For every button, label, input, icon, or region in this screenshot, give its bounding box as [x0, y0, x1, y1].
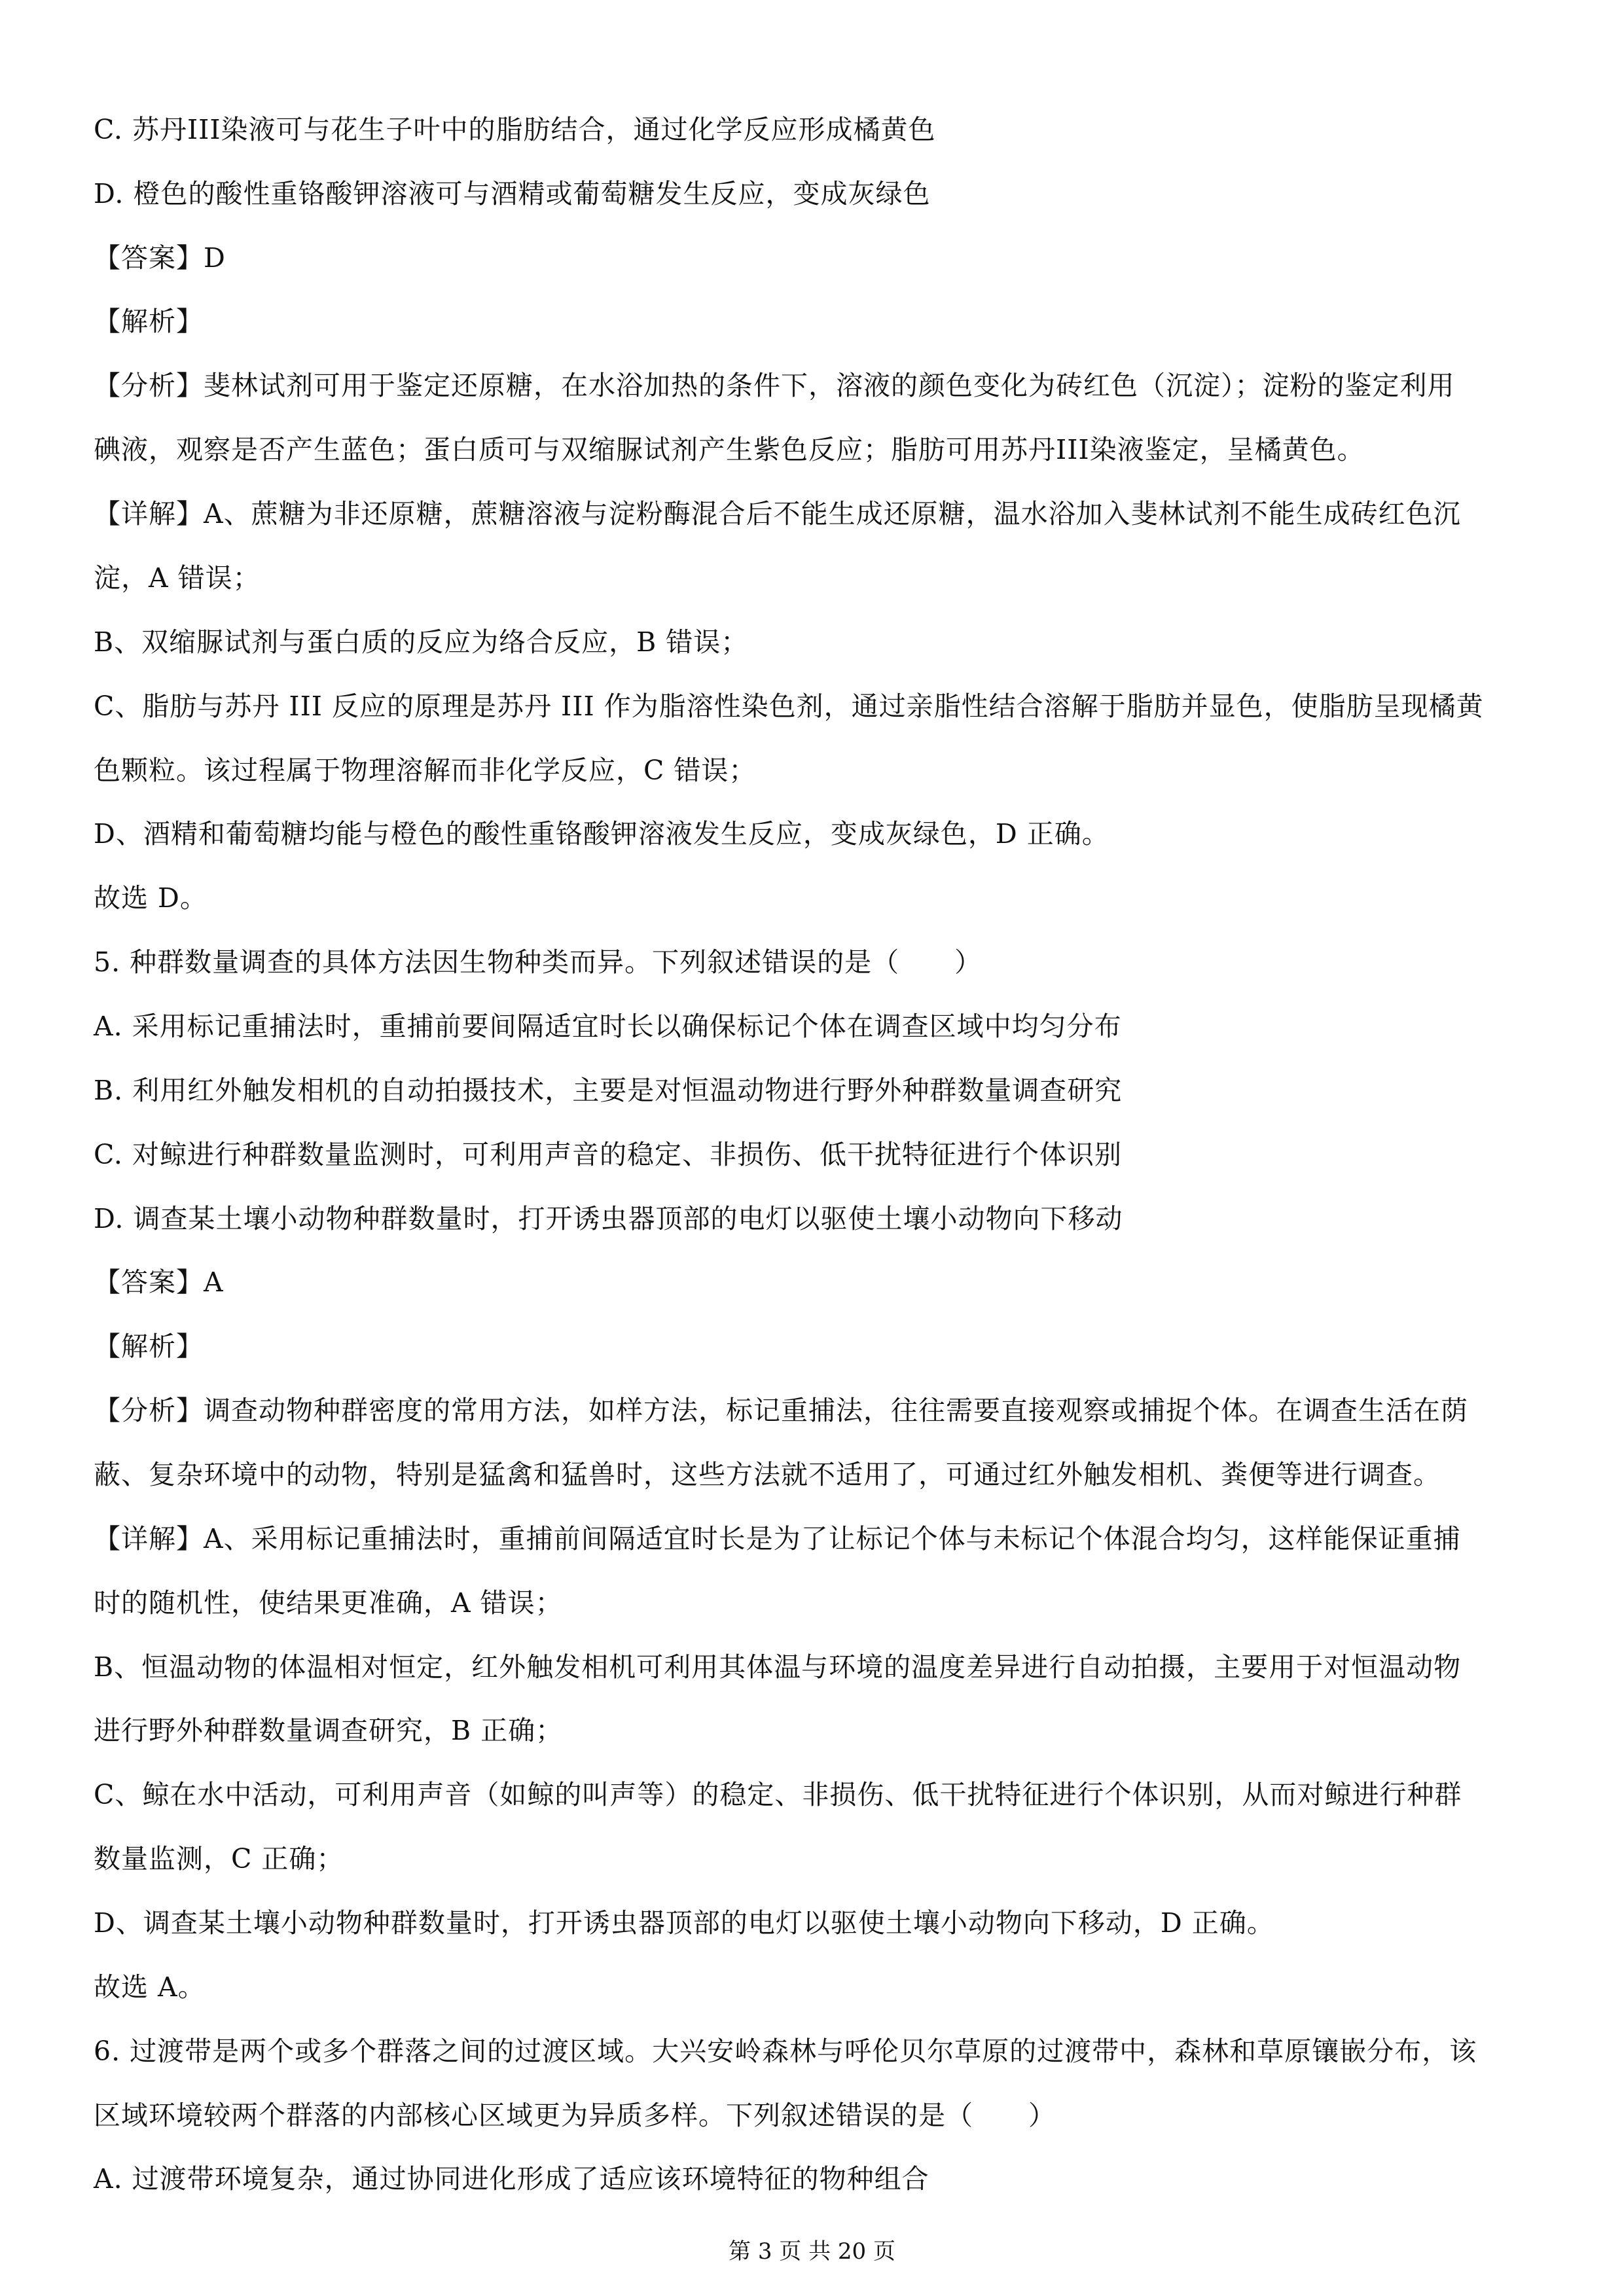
- q5-analysis-line-1: 【分析】调查动物种群密度的常用方法，如样方法，标记重捕法，往往需要直接观察或捕捉个体。在调查生活在荫: [94, 1395, 1468, 1426]
- q4-conclusion: 故选 D。: [94, 882, 208, 914]
- q5-detail-a-line-1: 【详解】A、采用标记重捕法时，重捕前间隔适宜时长是为了让标记个体与未标记个体混合均匀，这样能保证重捕: [94, 1523, 1461, 1554]
- q4-detail-line-1: 【详解】A、蔗糖为非还原糖，蔗糖溶液与淀粉酶混合后不能生成还原糖，温水浴加入斐林试剂不能生成砖红色沉: [94, 498, 1461, 529]
- q5-option-d: D. 调查某土壤小动物种群数量时，打开诱虫器顶部的电灯以驱使土壤小动物向下移动: [94, 1203, 1123, 1234]
- q4-option-c: C. 苏丹III染液可与花生子叶中的脂肪结合，通过化学反应形成橘黄色: [94, 114, 936, 145]
- q4-answer: 【答案】D: [94, 242, 226, 274]
- q4-explanation-heading: 【解析】: [94, 306, 204, 337]
- q5-detail-c-line-2: 数量监测，C 正确；: [94, 1843, 344, 1874]
- q5-answer: 【答案】A: [94, 1266, 224, 1298]
- q5-option-a: A. 采用标记重捕法时，重捕前要间隔适宜时长以确保标记个体在调查区域中均匀分布: [94, 1011, 1122, 1042]
- q4-analysis-line-1: 【分析】斐林试剂可用于鉴定还原糖，在水浴加热的条件下，溶液的颜色变化为砖红色（沉淀）；淀粉的鉴定利用: [94, 370, 1455, 401]
- q5-detail-c-line-1: C、鲸在水中活动，可利用声音（如鲸的叫声等）的稳定、非损伤、低干扰特征进行个体识别，从而对鲸进行种群: [94, 1779, 1462, 1810]
- q6-stem-line-1: 6. 过渡带是两个或多个群落之间的过渡区域。大兴安岭森林与呼伦贝尔草原的过渡带中，森林和草原镶嵌分布，该: [94, 2036, 1477, 2067]
- q5-explanation-heading: 【解析】: [94, 1331, 204, 1362]
- q5-option-b: B. 利用红外触发相机的自动拍摄技术，主要是对恒温动物进行野外种群数量调查研究: [94, 1075, 1123, 1106]
- q5-analysis-line-2: 蔽、复杂环境中的动物，特别是猛禽和猛兽时，这些方法就不适用了，可通过红外触发相机、粪便等进行调查。: [94, 1459, 1441, 1490]
- q5-stem: 5. 种群数量调查的具体方法因生物种类而异。下列叙述错误的是（ ）: [94, 946, 983, 978]
- q4-detail-c-line-1: C、脂肪与苏丹 III 反应的原理是苏丹 III 作为脂溶性染色剂，通过亲脂性结合溶解于脂肪并显色，使脂肪呈现橘黄: [94, 691, 1484, 722]
- q6-option-a: A. 过渡带环境复杂，通过协同进化形成了适应该环境特征的物种组合: [94, 2163, 929, 2195]
- q5-detail-b-line-2: 进行野外种群数量调查研究，B 正确；: [94, 1715, 564, 1746]
- q4-option-d: D. 橙色的酸性重铬酸钾溶液可与酒精或葡萄糖发生反应，变成灰绿色: [94, 178, 931, 209]
- q5-option-c: C. 对鲸进行种群数量监测时，可利用声音的稳定、非损伤、低干扰特征进行个体识别: [94, 1139, 1122, 1170]
- q5-detail-d: D、调查某土壤小动物种群数量时，打开诱虫器顶部的电灯以驱使土壤小动物向下移动，D 正确。: [94, 1907, 1274, 1939]
- q5-detail-a-line-2: 时的随机性，使结果更准确，A 错误；: [94, 1587, 563, 1619]
- q4-detail-c-line-2: 色颗粒。该过程属于物理溶解而非化学反应，C 错误；: [94, 755, 757, 786]
- q6-stem-line-2: 区域环境较两个群落的内部核心区域更为异质多样。下列叙述错误的是（ ）: [94, 2100, 1056, 2131]
- q4-detail-d: D、酒精和葡萄糖均能与橙色的酸性重铬酸钾溶液发生反应，变成灰绿色，D 正确。: [94, 818, 1110, 850]
- q5-conclusion: 故选 A。: [94, 1971, 206, 2003]
- q5-detail-b-line-1: B、恒温动物的体温相对恒定，红外触发相机可利用其体温与环境的温度差异进行自动拍摄，主要用于对恒温动物: [94, 1651, 1462, 1683]
- q4-analysis-line-2: 碘液，观察是否产生蓝色；蛋白质可与双缩脲试剂产生紫色反应；脂肪可用苏丹III染液鉴定，呈橘黄色。: [94, 434, 1365, 465]
- q4-detail-b: B、双缩脲试剂与蛋白质的反应为络合反应，B 错误；: [94, 626, 749, 658]
- page-number-footer: 第 3 页 共 20 页: [729, 2238, 895, 2265]
- q4-detail-line-2: 淀，A 错误；: [94, 562, 261, 594]
